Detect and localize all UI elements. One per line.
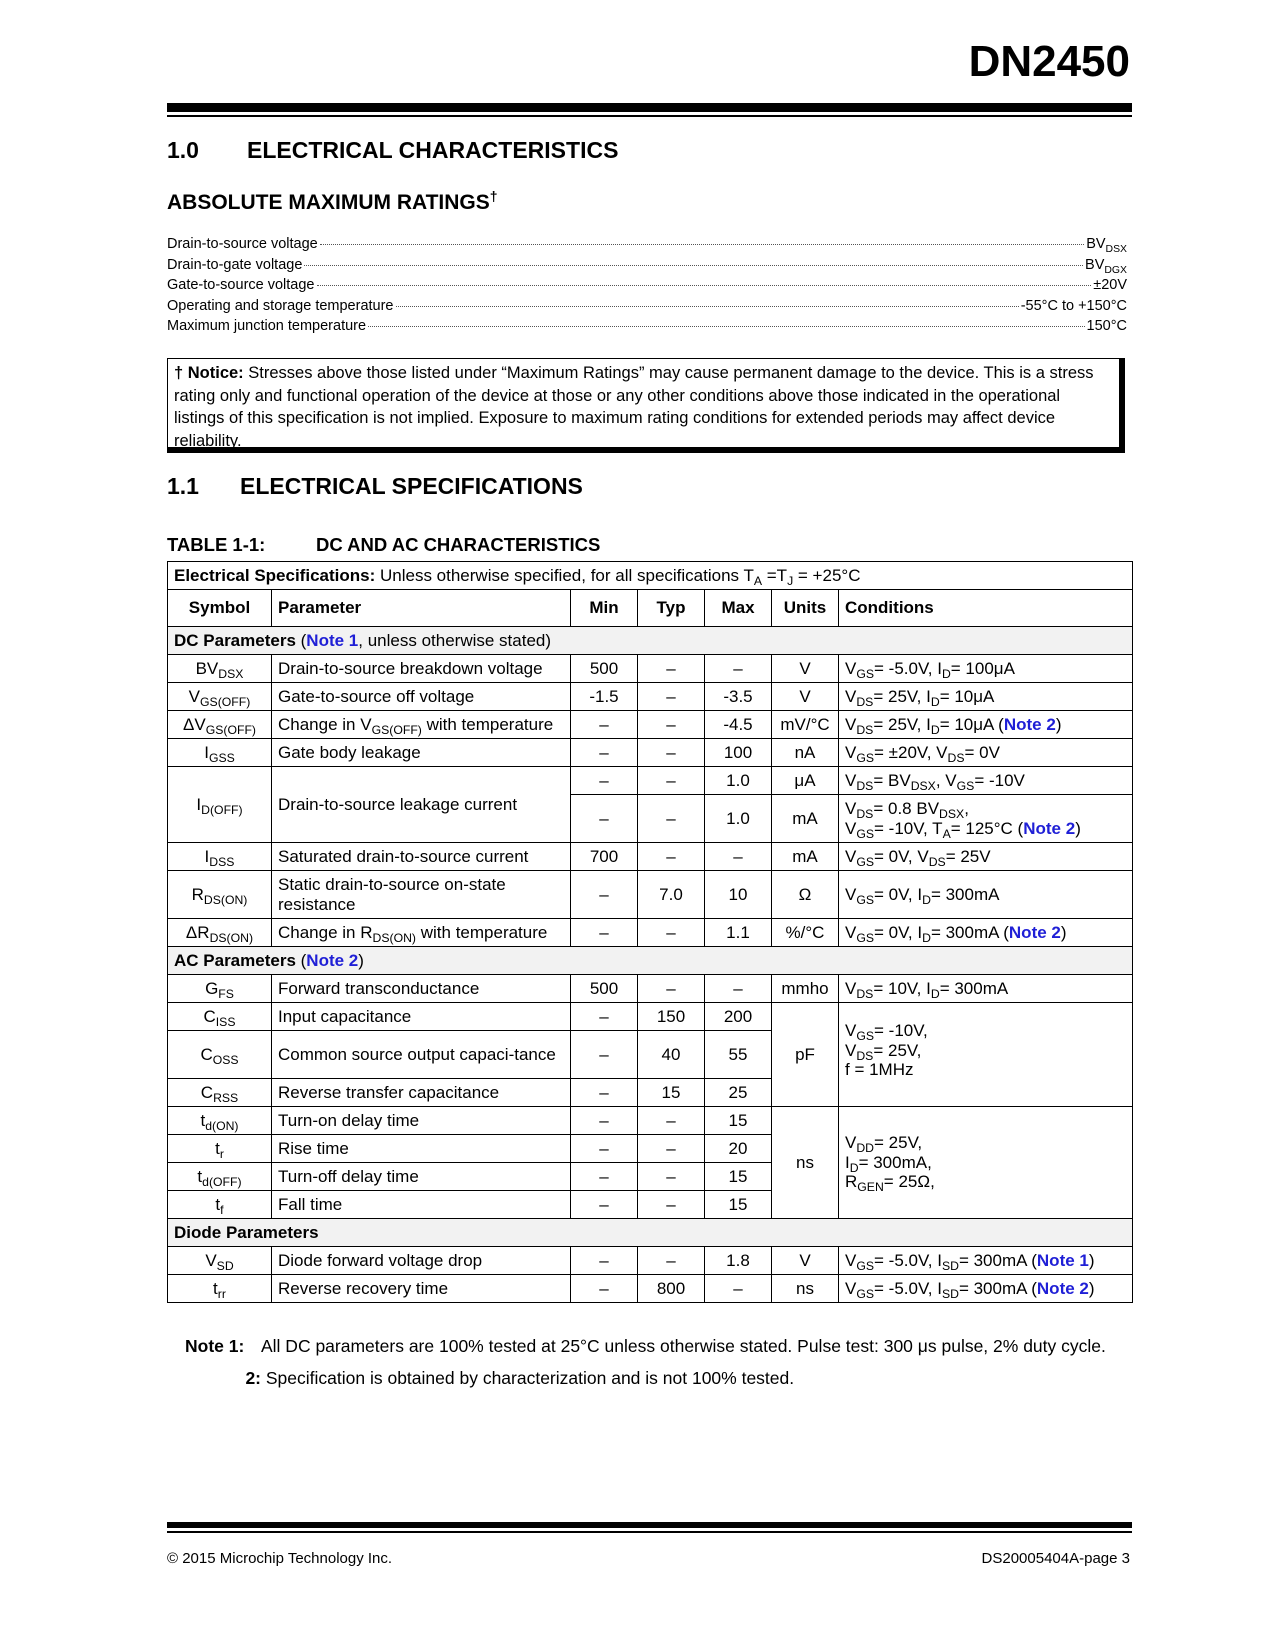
rating-row: Drain-to-gate voltage $BV_{DGX}$ [167, 256, 1127, 276]
note-link[interactable]: Note 1 [1036, 1250, 1089, 1270]
table-row: $V_{SD}$ Diode forward voltage drop – – 1.8 V $V_{GS}= -5.0V$, $I_{SD}= 300mA$ (Note 1) [168, 1247, 1133, 1275]
table-row: $I_{GSS}$ Gate body leakage – – 100 nA $V_{GS}= \pm 20V$, $V_{DS}= 0V$ [168, 739, 1133, 767]
section-label: DC Parameters (Note 1, unless otherwise stated) [168, 627, 1133, 655]
header-rule [167, 103, 1132, 112]
table-row: $\Delta V_{GS(OFF)}$ Change in $V_{GS(OFF)}$ with temperature – – -4.5 mV/°C $V_{DS}= 25V$, $I_D= 10\mu A$ (Note 2) [168, 711, 1133, 739]
table-row: $\Delta R_{DS(ON)}$ Change in $R_{DS(ON)}$ with temperature – – 1.1 %/°C $V_{GS}= 0V$, $I_D= 300mA$ (Note 2) [168, 919, 1133, 947]
characteristics-table [167, 561, 1133, 1303]
table-row: $G_{FS}$ Forward transconductance 500 – – mmho $V_{DS}= 10V$, $I_D= 300mA$ [168, 975, 1133, 1003]
section-heading-electrical-specifications: 1.1 ELECTRICAL SPECIFICATIONS [167, 473, 583, 499]
spec-row [168, 562, 1133, 590]
rating-row: Gate-to-source voltage ±20V [167, 277, 1127, 293]
footer-copyright: © 2015 Microchip Technology Inc. [167, 1550, 393, 1567]
note-link[interactable]: Note 2 [1008, 922, 1061, 942]
note-link[interactable]: Note 2 [1036, 1278, 1089, 1298]
note-link[interactable]: Note 2 [1003, 714, 1056, 734]
note-1: Note 1: All DC parameters are 100% tested at 25°C unless otherwise stated. Pulse test: 300 μs pulse, 2% duty cycle. [185, 1336, 1106, 1356]
col-header: Conditions [839, 590, 1133, 627]
table-row: $R_{DS(ON)}$ Static drain-to-source on-state resistance – 7.0 10 Ω $V_{GS}= 0V$, $I_D= 300mA$ [168, 871, 1133, 919]
table-row: $BV_{DSX}$ Drain-to-source breakdown voltage 500 – – V $V_{GS}= -5.0V$, $I_D= 100\mu A$ [168, 655, 1133, 683]
section-label: Diode Parameters [168, 1219, 1133, 1247]
footer-page-number: DS20005404A-page 3 [981, 1550, 1130, 1567]
col-header: Parameter [272, 590, 571, 627]
section-heading-electrical-characteristics: 1.0 ELECTRICAL CHARACTERISTICS [167, 137, 619, 163]
section-row [168, 1219, 1133, 1247]
table-row: $C_{OSS}$ Common source output capaci-tance – 40 55 [168, 1031, 1133, 1079]
col-header: Typ [638, 590, 705, 627]
table-row: – – 1.0 mA $V_{DS}= 0.8$ $BV_{DSX}$, $V_{GS}= -10V$, $T_A= 125^\circ C$ (Note 2) [168, 795, 1133, 843]
header-row [168, 590, 1133, 627]
header-rule-thin [167, 115, 1132, 117]
note-link[interactable]: Note 1 [306, 630, 359, 650]
ratings-list [167, 236, 1127, 339]
table-row: $V_{GS(OFF)}$ Gate-to-source off voltage -1.5 – -3.5 V $V_{DS}= 25V$, $I_D= 10\mu A$ [168, 683, 1133, 711]
table-row: $t_f$ Fall time – – 15 [168, 1191, 1133, 1219]
rating-row: Drain-to-source voltage $BV_{DSX}$ [167, 236, 1127, 255]
table-row: $t_r$ Rise time – – 20 [168, 1135, 1133, 1163]
section-row [168, 627, 1133, 655]
note-2: 2: Specification is obtained by characterization and is not 100% tested. [245, 1368, 795, 1388]
notice-box: † Notice: Stresses above those listed under “Maximum Ratings” may cause permanent damage to the device. This is a stress rating only and functional operation of the device at those or any other conditions above those indicated in the operational listings of this specification is not implied. Exposure to maximum rating conditions for extended periods may affect device reliability. [167, 358, 1125, 453]
footer-rule-thin [167, 1531, 1132, 1533]
col-header: Units [772, 590, 839, 627]
col-header: Min [571, 590, 638, 627]
table-row: $I_{D(OFF)}$ Drain-to-source leakage current – – 1.0 μA $V_{DS}= BV_{DSX}$, $V_{GS}= -10V$ [168, 767, 1133, 795]
rating-row: Operating and storage temperature -55°C to +150°C [167, 297, 1127, 314]
table-row: $C_{ISS}$ Input capacitance – 150 200 pF $V_{GS}= -10V$, $V_{DS}= 25V$, f = 1MHz [168, 1003, 1133, 1031]
col-header: Max [705, 590, 772, 627]
table-row: $C_{RSS}$ Reverse transfer capacitance – 15 25 [168, 1079, 1133, 1107]
col-header: Symbol [168, 590, 272, 627]
table-row: $I_{DSS}$ Saturated drain-to-source current 700 – – mA $V_{GS}= 0V$, $V_{DS}= 25V$ [168, 843, 1133, 871]
table-row: $t_{d(ON)}$ Turn-on delay time – – 15 ns $V_{DD}= 25V$, $I_D= 300mA$, $R_{GEN}= 25\Omega$, [168, 1107, 1133, 1135]
table-row: $t_{d(OFF)}$ Turn-off delay time – – 15 [168, 1163, 1133, 1191]
rating-row: Maximum junction temperature 150°C [167, 318, 1127, 334]
footer-rule [167, 1522, 1132, 1528]
section-label: AC Parameters (Note 2) [168, 947, 1133, 975]
absolute-maximum-ratings-heading: ABSOLUTE MAXIMUM RATINGS† [167, 188, 498, 214]
note-link[interactable]: Note 2 [306, 950, 359, 970]
table-row: $t_{rr}$ Reverse recovery time – 800 – ns $V_{GS}= -5.0V$, $I_{SD}= 300mA$ (Note 2) [168, 1275, 1133, 1303]
document-id: DN2450 [968, 37, 1130, 86]
spec-note: Electrical Specifications: Unless otherwise specified, for all specifications $T_A =T_J = +25^\circ C$ [168, 562, 1133, 590]
section-row [168, 947, 1133, 975]
note-link[interactable]: Note 2 [1023, 818, 1076, 838]
table-title: TABLE 1-1: DC AND AC CHARACTERISTICS [167, 534, 601, 555]
